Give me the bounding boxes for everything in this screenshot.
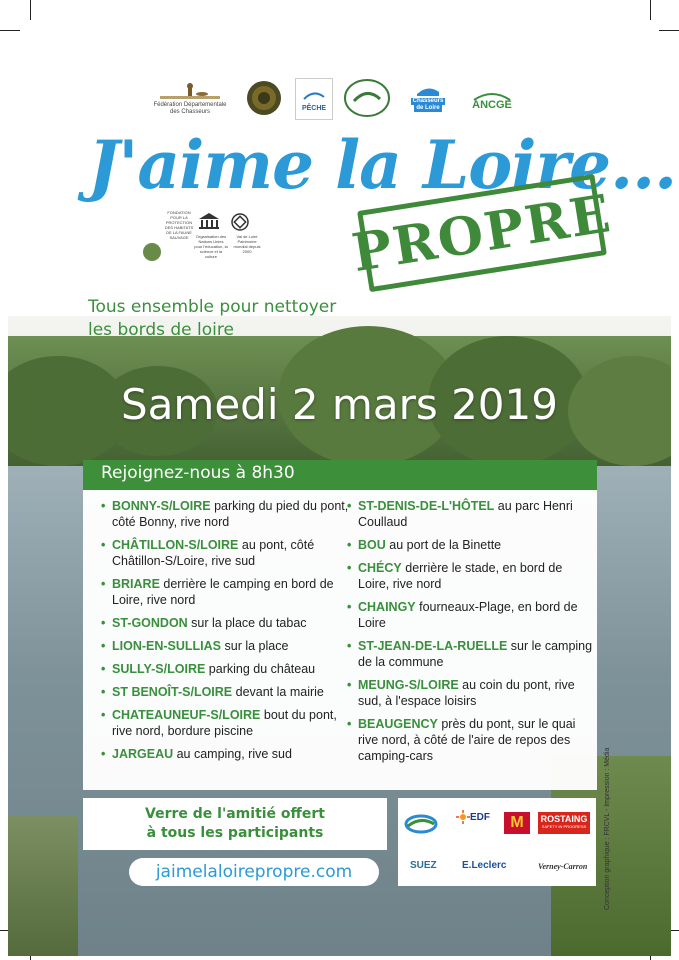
meeting-point-town: BRIARE <box>112 577 160 591</box>
meeting-point-item <box>101 684 353 700</box>
meeting-point-location: derrière le camping en bord de Loire, rive nord <box>112 577 334 607</box>
friendship-drink-line1: Verre de l'amitié offert <box>145 806 325 822</box>
meeting-point-location: devant la mairie <box>232 685 324 699</box>
main-title: J'aime la Loire... <box>88 126 677 204</box>
hunter-dog-icon <box>160 80 220 102</box>
meeting-point-town: ST-DENIS-DE-L'HÔTEL <box>358 499 495 513</box>
meeting-point-item <box>101 498 353 530</box>
meeting-point-location: sur la place <box>221 639 289 653</box>
meeting-points-left <box>101 498 353 769</box>
tagline <box>88 296 388 342</box>
meeting-point-location: au coin du pont, rive sud, à l'espace loisirs <box>358 678 575 708</box>
meeting-point-item <box>347 498 595 530</box>
sponsor-rostaing: ROSTAING <box>540 814 588 824</box>
meeting-point-item <box>101 537 353 569</box>
meeting-point-item <box>101 638 353 654</box>
meeting-point-item <box>347 716 595 764</box>
duck-icon <box>413 84 443 98</box>
meeting-points-right <box>347 498 595 771</box>
meeting-point-town: MEUNG-S/LOIRE <box>358 678 459 692</box>
sponsor-logos <box>398 798 596 886</box>
unesco-temple-icon <box>198 212 220 230</box>
sponsor-leclerc: E.Leclerc <box>462 860 507 871</box>
meeting-point-location: sur le camping de la commune <box>358 639 593 669</box>
meeting-point-location: bout du pont, rive nord, bordure piscine <box>112 708 337 738</box>
meeting-point-town: LION-EN-SULLIAS <box>112 639 222 653</box>
crop-mark <box>659 30 679 31</box>
meeting-point-town: BOU <box>358 538 386 552</box>
meeting-point-item <box>347 638 595 670</box>
crop-mark <box>650 0 651 20</box>
sponsor-verney-carron: Verney-Carron <box>538 862 588 871</box>
meeting-point-item <box>101 661 353 677</box>
fish-icon <box>301 87 327 105</box>
meeting-point-town: ST-JEAN-DE-LA-RUELLE <box>358 639 508 653</box>
meeting-point-town: CHÂTILLON-S/LOIRE <box>112 538 239 552</box>
tagline-line1: Tous ensemble pour nettoyer <box>88 297 337 317</box>
meeting-point-location: au pont, côté Châtillon-S/Loire, rive sud <box>112 538 315 568</box>
crop-mark <box>30 0 31 20</box>
meeting-point-town: BONNY-S/LOIRE <box>112 499 211 513</box>
meeting-point-item <box>347 599 595 631</box>
meeting-point-location: au camping, rive sud <box>173 747 292 761</box>
logo-ancge <box>465 78 519 118</box>
institution-logos <box>142 210 272 266</box>
event-date: Samedi 2 mars 2019 <box>121 380 558 429</box>
meeting-point-town: CHÉCY <box>358 561 402 575</box>
meeting-time: Rejoignez-nous à 8h30 <box>101 463 295 483</box>
fondation-text: FONDATION POUR LA PROTECTION DES HABITATS DE LA FAUNE SAUVAGE <box>164 210 194 240</box>
val-de-loire-text: Val de Loire Patrimoine mondial depuis 2000 <box>233 234 261 254</box>
sponsor-rostaing-sub: SAFETY IN PROGRESS <box>541 824 587 829</box>
logo-chasseurs-de-loire <box>407 78 449 118</box>
meeting-points-list <box>83 490 597 790</box>
logo-chasseurs-departement <box>150 78 230 118</box>
meeting-point-location: fourneaux-Plage, en bord de Loire <box>358 600 578 630</box>
meeting-point-item <box>101 615 353 631</box>
world-heritage-icon <box>230 212 250 232</box>
crop-mark <box>0 30 20 31</box>
meeting-point-item <box>101 746 353 762</box>
meeting-point-town: ST BENOÎT-S/LOIRE <box>112 685 233 699</box>
meeting-point-item <box>347 560 595 592</box>
unesco-text: Organisation des Nations Unies pour l'éducation, la science et la culture <box>194 234 228 259</box>
sponsor-mcdonalds: M <box>510 814 524 831</box>
emblem-icon <box>246 80 282 116</box>
logo-ancge-text: ANCGE <box>472 98 512 111</box>
meeting-point-town: ST-GONDON <box>112 616 188 630</box>
meeting-point-item <box>101 707 353 739</box>
website-link[interactable]: jaimelaloirepropre.com <box>129 858 379 886</box>
meeting-point-location: au parc Henri Coullaud <box>358 499 573 529</box>
meeting-point-item <box>347 537 595 553</box>
partner-logos <box>150 78 530 120</box>
loire-agency-icon <box>404 812 438 836</box>
friendship-drink-line2: à tous les participants <box>146 825 324 841</box>
meeting-time-bar <box>83 460 597 490</box>
logo-peche <box>295 78 333 120</box>
propre-stamp: PROPRE <box>357 174 607 293</box>
tagline-line2: les bords de loire <box>88 320 234 340</box>
meeting-point-location: au port de la Binette <box>385 538 502 552</box>
logo-round-emblem <box>245 78 283 118</box>
meeting-point-town: CHATEAUNEUF-S/LOIRE <box>112 708 261 722</box>
design-credit: Conception graphique : FRCVL - Impression : Média <box>604 747 611 910</box>
mcdonalds-logo <box>504 812 530 834</box>
meeting-point-location: parking du château <box>205 662 316 676</box>
meeting-point-location: parking du pied du pont, côté Bonny, rive nord <box>112 499 349 529</box>
meeting-point-item <box>101 576 353 608</box>
left-bank <box>8 816 78 956</box>
edf-sun-icon <box>456 810 470 824</box>
meeting-point-location: sur la place du tabac <box>187 616 307 630</box>
meeting-point-town: JARGEAU <box>112 747 174 761</box>
sponsor-suez: SUEZ <box>410 860 437 871</box>
meeting-point-town: SULLY-S/LOIRE <box>112 662 206 676</box>
sponsor-edf: EDF <box>470 812 490 823</box>
bird-icon <box>344 79 390 117</box>
friendship-drink-text <box>83 798 387 843</box>
logo-chasseurs-text: Fédération Départementale des Chasseurs <box>153 102 227 115</box>
logo-chasseurs-de-loire-line1: Chasseurs <box>412 98 444 104</box>
meeting-point-town: CHAINGY <box>358 600 416 614</box>
friendship-drink-box <box>83 798 387 850</box>
meeting-point-item <box>347 677 595 709</box>
meeting-point-location: derrière le stade, en bord de Loire, rive nord <box>358 561 563 591</box>
meeting-point-location: près du pont, sur le quai rive nord, à côté de l'aire de repos des camping-cars <box>358 717 576 763</box>
logo-chasseurs-de-loire-line2: de Loire <box>416 105 440 111</box>
fondation-icon <box>142 210 162 262</box>
rostaing-logo <box>538 812 590 834</box>
meeting-point-town: BEAUGENCY <box>358 717 438 731</box>
logo-bird-circle <box>343 78 391 118</box>
logo-peche-text: PÊCHE <box>301 104 327 112</box>
